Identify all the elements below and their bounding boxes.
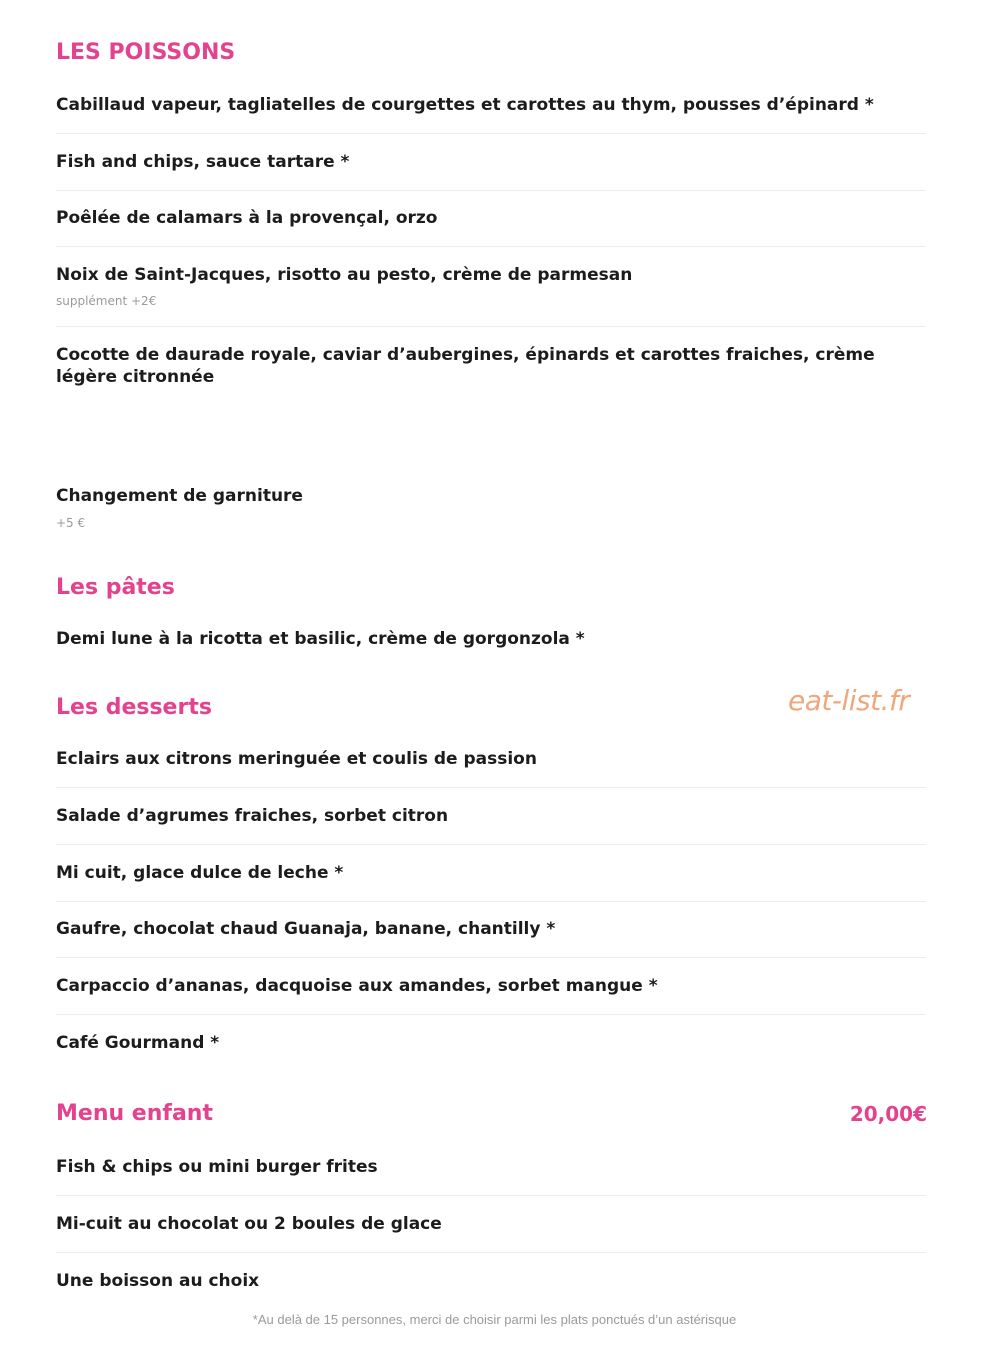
menu-item: Eclairs aux citrons meringuée et coulis de passion bbox=[56, 749, 537, 769]
divider bbox=[56, 246, 926, 247]
menu-item: Demi lune à la ricotta et basilic, crème de gorgonzola * bbox=[56, 629, 585, 649]
item-note: supplément +2€ bbox=[56, 294, 157, 308]
menu-item: Mi-cuit au chocolat ou 2 boules de glace bbox=[56, 1214, 442, 1234]
item-note: +5 € bbox=[56, 516, 86, 530]
menu-item: Gaufre, chocolat chaud Guanaja, banane, chantilly * bbox=[56, 919, 556, 939]
menu-item: Café Gourmand * bbox=[56, 1033, 220, 1053]
divider bbox=[56, 133, 926, 134]
divider bbox=[56, 787, 926, 788]
menu-item: Cocotte de daurade royale, caviar d’aubergines, épinards et carottes fraiches, crème légère citronnée bbox=[56, 345, 875, 387]
divider bbox=[56, 1014, 926, 1015]
menu-item: Poêlée de calamars à la provençal, orzo bbox=[56, 208, 438, 228]
divider bbox=[56, 326, 926, 327]
menu-item: Salade d’agrumes fraiches, sorbet citron bbox=[56, 806, 449, 826]
menu-item: Mi cuit, glace dulce de leche * bbox=[56, 863, 344, 883]
footnote: *Au delà de 15 personnes, merci de choisir parmi les plats ponctués d’un astérisque bbox=[252, 1312, 737, 1327]
section-title-desserts: Les desserts bbox=[56, 695, 212, 720]
watermark-logo: eat-list.fr bbox=[788, 684, 910, 717]
menu-enfant-price: 20,00€ bbox=[849, 1102, 927, 1126]
section-title-poissons: LES POISSONS bbox=[56, 40, 236, 65]
menu-item: Noix de Saint-Jacques, risotto au pesto, crème de parmesan bbox=[56, 265, 633, 285]
menu-item: Carpaccio d’ananas, dacquoise aux amandes, sorbet mangue * bbox=[56, 976, 658, 996]
section-title-pates: Les pâtes bbox=[56, 575, 175, 600]
section-title-enfant: Menu enfant bbox=[56, 1101, 213, 1126]
menu-item: Changement de garniture bbox=[56, 486, 303, 506]
divider bbox=[56, 957, 926, 958]
divider bbox=[56, 1252, 926, 1253]
menu-item: Une boisson au choix bbox=[56, 1271, 260, 1291]
menu-item: Cabillaud vapeur, tagliatelles de courgettes et carottes au thym, pousses d’épinard * bbox=[56, 95, 874, 115]
divider bbox=[56, 844, 926, 845]
divider bbox=[56, 901, 926, 902]
menu-item: Fish and chips, sauce tartare * bbox=[56, 152, 350, 172]
divider bbox=[56, 190, 926, 191]
menu-item: Fish & chips ou mini burger frites bbox=[56, 1157, 378, 1177]
divider bbox=[56, 1195, 926, 1196]
